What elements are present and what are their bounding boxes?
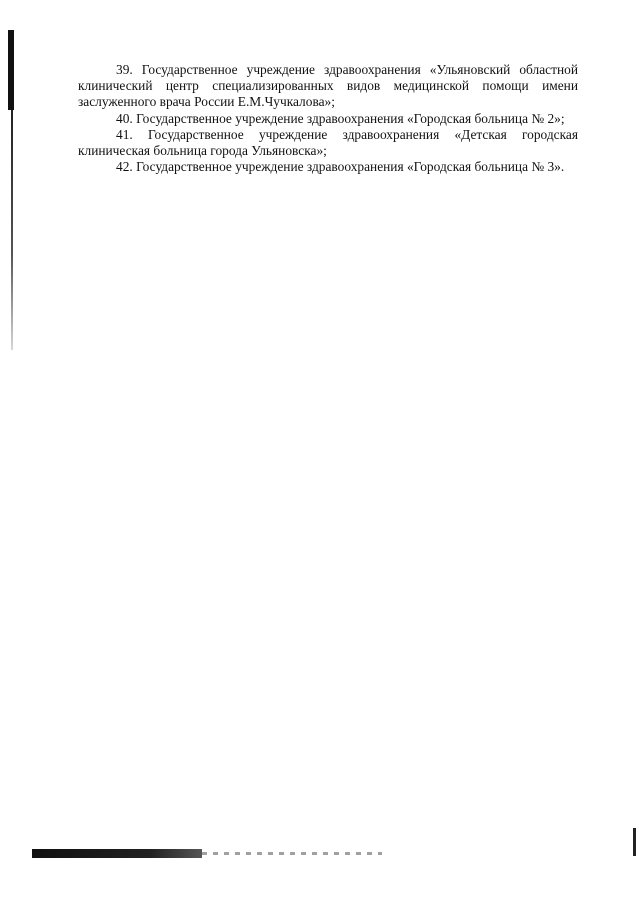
list-item-39: 39. Государственное учреждение здравоохранения «Ульяновский областной клинический центр специализированных видов медицинской помощи имени заслуженного врача России Е.М.Чучкалова»;: [78, 62, 578, 110]
list-item-42: 42. Государственное учреждение здравоохранения «Городская больница № 3».: [116, 159, 565, 175]
list-item-40: 40. Государственное учреждение здравоохранения «Городская больница № 2»;: [116, 110, 565, 126]
document-body: [78, 62, 578, 175]
scan-artifact-bottom-bar: [32, 849, 202, 858]
scan-artifact-left-bar: [8, 30, 14, 110]
scan-artifact-left-line: [11, 110, 13, 350]
list-item-41: 41. Государственное учреждение здравоохранения «Детская городская клиническая больница города Ульяновска»;: [78, 126, 578, 159]
scan-artifact-right-mark: [633, 828, 636, 856]
scan-artifact-bottom-dots: [202, 852, 382, 855]
